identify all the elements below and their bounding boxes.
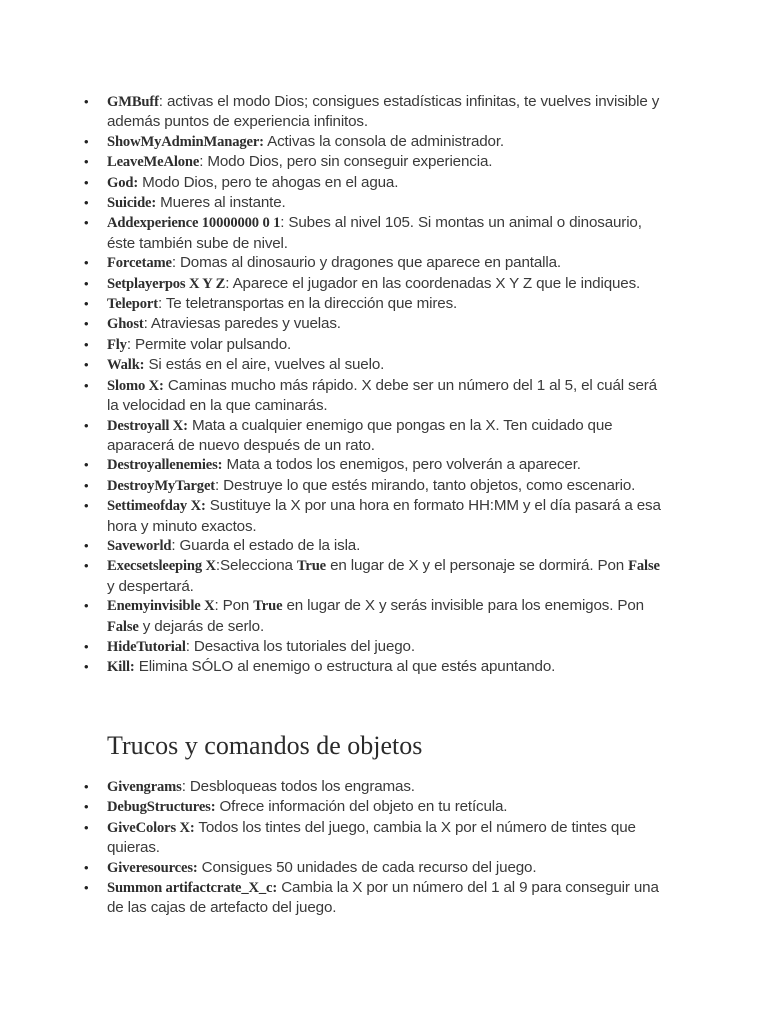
bullet-icon: • (84, 779, 89, 794)
list-item (84, 193, 664, 213)
command-name: DestroyMyTarget (107, 477, 215, 494)
bullet-icon: • (84, 174, 89, 190)
list-item (84, 132, 664, 152)
command-description: Sustituye la X por una hora en formato HH:MM y el día pasará a esa hora y minuto exactos. (107, 497, 661, 535)
command-description: Si estás en el aire, vuelves al suelo. (148, 356, 385, 374)
section-title-objects: Trucos y comandos de objetos (107, 731, 423, 760)
command-name: Kill: (107, 659, 135, 676)
separator: : (225, 274, 233, 292)
separator: : (126, 335, 135, 353)
bullet-icon: • (84, 215, 89, 231)
keyword-true: True (253, 598, 283, 615)
command-description: Elimina SÓLO al enemigo o estructura al que estés apuntando. (138, 658, 556, 676)
separator: : (171, 254, 180, 272)
command-description: Activas la consola de administrador. (267, 132, 504, 150)
command-name: Execsetsleeping X (107, 558, 216, 575)
command-name: Summon artifactcrate_X_c: (107, 880, 278, 897)
list-item (84, 294, 664, 314)
list-item (84, 878, 664, 918)
bullet-icon: • (84, 498, 89, 514)
command-description-cont: en lugar de X y serás invisible para los enemigos. Pon (286, 597, 644, 615)
separator: : (181, 778, 190, 795)
object-commands-list (84, 777, 664, 918)
command-description: Consigues 50 unidades de cada recurso del juego. (201, 858, 537, 876)
bullet-icon: • (84, 659, 89, 675)
command-name: Ghost (107, 316, 144, 333)
command-name: Givengrams (107, 779, 182, 795)
command-name: Settimeofday X: (107, 498, 206, 515)
list-item (84, 797, 664, 817)
list-item (84, 657, 664, 677)
list-item (84, 416, 664, 456)
list-item (84, 335, 664, 355)
command-description: Todos los tintes del juego, cambia la X por el número de tintes que quieras. (107, 818, 636, 857)
list-item (84, 556, 664, 596)
command-description: Te teletransportas en la dirección que mires. (165, 295, 458, 313)
command-name: LeaveMeAlone (107, 154, 200, 171)
separator: : (158, 93, 167, 110)
separator: : (199, 153, 208, 171)
list-item (84, 152, 664, 172)
command-name: GiveColors X: (107, 819, 195, 836)
command-description-end: y despertará. (107, 577, 194, 595)
command-description: Desactiva los tutoriales del juego. (193, 637, 415, 655)
separator: : (171, 536, 180, 554)
command-description: Mata a cualquier enemigo que pongas en la X. Ten cuidado que aparacerá de nuevo después de un rato. (107, 416, 613, 454)
command-description: Domas al dinosaurio y dragones que aparece en pantalla. (179, 254, 561, 272)
command-description: Guarda el estado de la isla. (179, 536, 361, 554)
command-description: Desbloqueas todos los engramas. (189, 778, 415, 795)
command-name: ShowMyAdminManager: (107, 133, 264, 150)
list-item (84, 213, 664, 253)
separator: : (215, 557, 220, 575)
command-description: Caminas mucho más rápido. X debe ser un número del 1 al 5, el cuál será la velocidad en la que caminarás. (107, 376, 657, 415)
bullet-icon: • (84, 195, 89, 211)
list-item (84, 455, 664, 475)
bullet-icon: • (84, 275, 89, 291)
separator: : (215, 476, 224, 494)
list-item (84, 858, 664, 878)
command-name: Forcetame (107, 255, 172, 272)
command-name: Giveresources: (107, 859, 198, 876)
separator: : (280, 214, 289, 232)
list-item (84, 637, 664, 657)
list-item (84, 818, 664, 858)
bullet-icon: • (84, 477, 89, 493)
list-item (84, 173, 664, 193)
command-description: Mata a todos los enemigos, pero volverán a aparecer. (226, 456, 581, 474)
command-name: Slomo X: (107, 377, 164, 394)
command-description-cont: en lugar de X y el personaje se dormirá. Pon (330, 557, 625, 575)
command-description: Destruye lo que estés mirando, tanto objetos, como escenario. (223, 476, 636, 494)
command-name: Fly (107, 336, 127, 353)
bullet-icon: • (84, 316, 89, 332)
command-name: Enemyinvisible X (107, 598, 215, 615)
bullet-icon: • (84, 638, 89, 654)
bullet-icon: • (84, 859, 89, 875)
separator: : (157, 295, 166, 313)
command-description: Subes al nivel 105. Si montas un animal o dinosaurio, éste también sube de nivel. (107, 214, 642, 252)
command-name: God: (107, 174, 139, 191)
list-item (84, 777, 664, 797)
command-description: Permite volar pulsando. (134, 335, 292, 353)
bullet-icon: • (84, 255, 89, 271)
keyword-true: True (296, 558, 327, 575)
bullet-icon: • (84, 296, 89, 312)
keyword-false: False (628, 558, 660, 575)
command-name: Teleport (107, 296, 158, 313)
separator: : (185, 637, 194, 655)
bullet-icon: • (84, 598, 89, 614)
command-name: Addexperience 10000000 0 1 (107, 215, 281, 232)
bullet-icon: • (84, 133, 89, 149)
command-description: Aparece el jugador en las coordenadas X Y Z que le indiques. (232, 274, 641, 292)
list-item (84, 253, 664, 273)
command-name: Destroyallenemies: (107, 457, 223, 474)
command-description: activas el modo Dios; consigues estadísticas infinitas, te vuelves invisible y además puntos de experiencia infinitos. (107, 93, 660, 131)
list-item (84, 274, 664, 294)
list-item (84, 376, 664, 416)
bullet-icon: • (84, 819, 89, 835)
list-item (84, 355, 664, 375)
bullet-icon: • (84, 558, 89, 574)
bullet-icon: • (84, 336, 89, 352)
bullet-icon: • (84, 94, 89, 109)
command-description-end: y dejarás de serlo. (142, 617, 265, 635)
command-name: GMBuff (107, 94, 159, 110)
list-item (84, 496, 664, 536)
command-name: DebugStructures: (107, 799, 216, 816)
command-description: Cambia la X por un número del 1 al 9 para conseguir una de las cajas de artefacto del juego. (107, 879, 659, 917)
command-description: Atraviesas paredes y vuelas. (150, 315, 341, 333)
bullet-icon: • (84, 537, 89, 553)
list-item (84, 596, 664, 637)
main-commands-list (84, 92, 664, 678)
command-description: Modo Dios, pero te ahogas en el agua. (142, 173, 399, 191)
bullet-icon: • (84, 799, 89, 815)
list-item (84, 314, 664, 334)
command-name: Setplayerpos X Y Z (107, 275, 226, 292)
separator: : (214, 597, 223, 615)
command-name: HideTutorial (107, 638, 186, 655)
command-name: Walk: (107, 357, 145, 374)
list-item (84, 536, 664, 556)
command-name: Saveworld (107, 537, 172, 554)
bullet-icon: • (84, 880, 89, 896)
bullet-icon: • (84, 357, 89, 373)
command-name: Suicide: (107, 195, 157, 212)
keyword-false: False (107, 618, 139, 635)
command-description: Mueres al instante. (160, 194, 286, 212)
command-description: Modo Dios, pero sin conseguir experiencia. (207, 153, 493, 171)
bullet-icon: • (84, 417, 89, 433)
bullet-icon: • (84, 377, 89, 393)
bullet-icon: • (84, 154, 89, 170)
command-name: Destroyall X: (107, 417, 188, 434)
separator: : (143, 315, 151, 333)
bullet-icon: • (84, 457, 89, 473)
list-item (84, 92, 664, 132)
command-description: Pon (222, 597, 250, 615)
command-description: Ofrece información del objeto en tu retícula. (219, 798, 508, 816)
list-item (84, 476, 664, 496)
command-description: Selecciona (220, 557, 293, 575)
